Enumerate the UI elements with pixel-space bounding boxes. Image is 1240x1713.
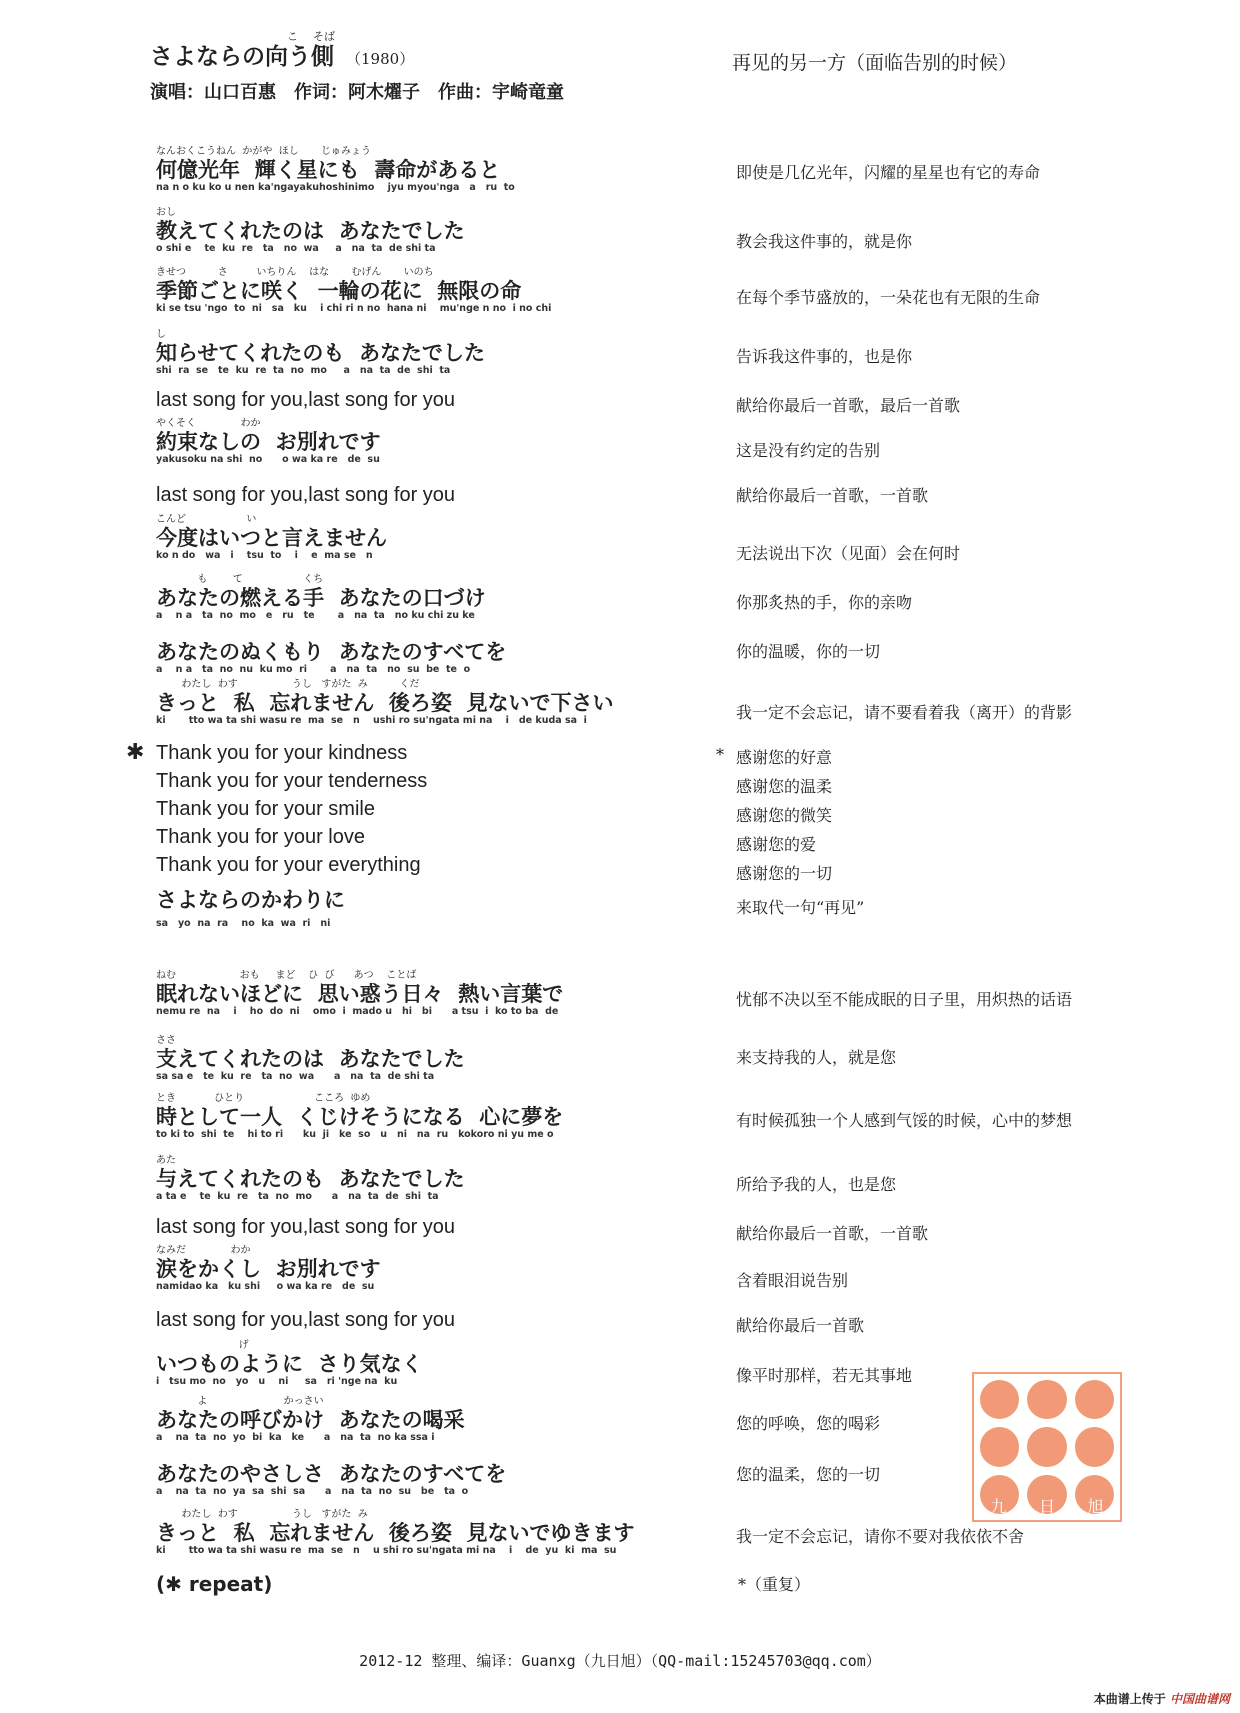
lyric-line xyxy=(156,388,716,412)
japanese-lyric: 何億光年 輝く星にも 壽命があると xyxy=(156,158,501,182)
seal-label xyxy=(974,1494,1120,1517)
author-seal xyxy=(972,1372,1122,1522)
lyric-line xyxy=(156,888,716,929)
lyric-line xyxy=(156,146,716,193)
japanese-lyric: 支えてくれたのは あなたでした xyxy=(156,1047,465,1071)
english-lyric: Thank you for your smile xyxy=(156,798,375,820)
furigana: わたし わす うし すがた み くだ xyxy=(156,679,420,690)
ruby-soba: そば xyxy=(313,30,335,43)
seal-char: 九 xyxy=(990,1497,1007,1516)
chorus-line xyxy=(156,741,716,765)
lyric-line xyxy=(156,574,716,621)
lyric-line xyxy=(156,628,716,675)
seal-dot xyxy=(1027,1427,1066,1466)
chorus-line xyxy=(156,797,716,821)
japanese-lyric: 与えてくれたのも あなたでした xyxy=(156,1167,465,1191)
romaji: ki tto wa ta shi wasu re ma se n ushi ro su'ngata mi na i de kuda sa i xyxy=(156,715,587,726)
japanese-lyric: さよならのかわりに xyxy=(156,888,345,912)
furigana: し xyxy=(156,329,166,340)
english-lyric: Thank you for your kindness xyxy=(156,742,408,764)
chinese-translation: 有时候孤独一个人感到气馁的时候，心中的梦想 xyxy=(736,1111,1073,1130)
romaji: a n a ta no mo e ru te a na ta no ku chi zu ke xyxy=(156,610,475,621)
chinese-translation: 我一定不会忘记，请不要看着我（离开）的背影 xyxy=(736,703,1073,722)
seal-char: 日 xyxy=(1038,1497,1055,1516)
english-lyric: last song for you,last song for you xyxy=(156,1309,456,1331)
lyric-line xyxy=(156,1509,716,1556)
repeat-marker: (✱ repeat) xyxy=(156,1572,273,1596)
english-lyric: last song for you,last song for you xyxy=(156,484,456,506)
song-title xyxy=(150,30,415,71)
japanese-lyric: あなたのぬくもり あなたのすべてを xyxy=(156,640,507,664)
lyric-line xyxy=(156,1450,716,1497)
japanese-lyric: あなたのやさしさ あなたのすべてを xyxy=(156,1462,507,1486)
japanese-lyric: あなたの呼びかけ あなたの喝采 xyxy=(156,1408,465,1432)
furigana: なんおくこうねん かがや ほし じゅみょう xyxy=(156,146,371,157)
japanese-lyric: あなたの燃える手 あなたの口づけ xyxy=(156,586,486,610)
chinese-translation: 你的温暖，你的一切 xyxy=(736,642,881,661)
japanese-lyric: 知らせてくれたのも あなたでした xyxy=(156,341,485,365)
chorus-line xyxy=(156,825,716,849)
furigana: やくそく わか xyxy=(156,418,261,429)
seal-dot xyxy=(980,1427,1019,1466)
furigana: おし xyxy=(156,207,176,218)
romaji: a n a ta no nu ku mo ri a na ta no su be te o xyxy=(156,664,471,675)
japanese-lyric: 時として一人 くじけそうになる 心に夢を xyxy=(156,1105,564,1129)
romaji: sa yo na ra no ka wa ri ni xyxy=(156,918,331,929)
lyric-line xyxy=(156,679,716,726)
chinese-translation: 无法说出下次（见面）会在何时 xyxy=(736,544,961,563)
lyric-line xyxy=(156,483,716,507)
lyric-line xyxy=(156,267,716,314)
lyric-line xyxy=(156,970,716,1017)
upload-watermark xyxy=(1094,1690,1230,1707)
upload-label: 本曲谱上传于 xyxy=(1093,1692,1166,1706)
romaji: a ta e te ku re ta no mo a na ta de shi ta xyxy=(156,1191,439,1202)
english-lyric: Thank you for your everything xyxy=(156,854,421,876)
seal-dot xyxy=(1027,1380,1066,1419)
romaji: shi ra se te ku re ta no mo a na ta de shi ta xyxy=(156,365,451,376)
lyric-line xyxy=(156,514,716,561)
chinese-translation: 感谢您的爱 xyxy=(736,835,817,854)
seal-dot xyxy=(1075,1380,1114,1419)
furigana: ささ xyxy=(156,1035,176,1046)
chinese-translation: 感谢您的温柔 xyxy=(736,777,833,796)
lyric-line xyxy=(156,1155,716,1202)
chinese-translation: 告诉我这件事的，也是你 xyxy=(736,347,913,366)
song-year: （1980） xyxy=(346,50,415,68)
lyric-line xyxy=(156,1340,716,1387)
lyric-line xyxy=(156,1308,716,1332)
chinese-translation: 感谢您的微笑 xyxy=(736,806,833,825)
furigana: こんど い xyxy=(156,514,257,525)
romaji: ko n do wa i tsu to i e ma se n xyxy=(156,550,373,561)
seal-dot xyxy=(1075,1427,1114,1466)
chinese-translation: 像平时那样，若无其事地 xyxy=(736,1366,913,1385)
chinese-translation: 这是没有约定的告别 xyxy=(736,441,881,460)
furigana: よ かっさい xyxy=(156,1396,324,1407)
compiler-credit: 2012-12 整理、编译：Guanxg（九日旭）（QQ-mail:15245703@qq.com） xyxy=(359,1652,881,1670)
japanese-lyric: 約束なしの お別れです xyxy=(156,430,381,454)
song-credits: 演唱：山口百惠 作词：阿木燿子 作曲：宇崎竜童 xyxy=(150,82,564,103)
repeat-line xyxy=(156,1572,716,1596)
ruby-ko: こ xyxy=(287,30,298,43)
chinese-translation: 献给你最后一首歌，一首歌 xyxy=(736,486,929,505)
romaji: na n o ku ko u nen ka'ngayakuhoshinimo jyu myou'nga a ru to xyxy=(156,182,515,193)
furigana: も て くち xyxy=(156,574,324,585)
furigana: あた xyxy=(156,1155,176,1166)
chinese-translation: 教会我这件事的，就是你 xyxy=(736,232,913,251)
chorus-line xyxy=(156,769,716,793)
chinese-translation: 含着眼泪说告别 xyxy=(736,1271,849,1290)
romaji: nemu re na i ho do ni omo i mado u hi bi a tsu i ko to ba de xyxy=(156,1006,559,1017)
furigana xyxy=(156,628,716,640)
lyric-line xyxy=(156,1245,716,1292)
japanese-lyric: 季節ごとに咲く 一輪の花に 無限の命 xyxy=(156,279,522,303)
chinese-translation: 我一定不会忘记，请你不要对我依依不舍 xyxy=(736,1527,1025,1546)
romaji: ki tto wa ta shi wasu re ma se n u shi ro su'ngata mi na i de yu ki ma su xyxy=(156,1545,617,1556)
chorus-star-icon: ✱ xyxy=(126,740,145,765)
chinese-translation: 献给你最后一首歌，最后一首歌 xyxy=(736,396,961,415)
english-lyric: Thank you for your tenderness xyxy=(156,770,428,792)
lyric-line xyxy=(156,207,716,254)
site-brand-link[interactable]: 中国曲谱网 xyxy=(1169,1692,1230,1706)
chinese-translation: 在每个季节盛放的，一朵花也有无限的生命 xyxy=(736,288,1041,307)
chinese-translation: 来取代一句“再见” xyxy=(736,898,865,917)
seal-dot xyxy=(980,1380,1019,1419)
chinese-translation: 感谢您的好意 xyxy=(736,748,833,767)
japanese-lyric: きっと 私 忘れません 後ろ姿 見ないでゆきます xyxy=(156,1521,635,1545)
furigana: とき ひとり こころ ゆめ xyxy=(156,1093,371,1104)
seal-char: 旭 xyxy=(1087,1497,1104,1516)
romaji: ki se tsu 'ngo to ni sa ku i chi ri n no hana ni mu'nge n no i no chi xyxy=(156,303,552,314)
furigana: きせつ さ いちりん はな むげん いのち xyxy=(156,267,434,278)
furigana: なみだ わか xyxy=(156,1245,251,1256)
lyric-line xyxy=(156,329,716,376)
chinese-translation: 献给你最后一首歌 xyxy=(736,1316,865,1335)
romaji: o shi e te ku re ta no wa a na ta de shi ta xyxy=(156,243,436,254)
romaji: a na ta no yo bi ka ke a na ta no ka ssa i xyxy=(156,1432,435,1443)
romaji: i tsu mo no yo u ni sa ri 'nge na ku xyxy=(156,1376,398,1387)
japanese-lyric: 今度はいつと言えません xyxy=(156,526,387,550)
furigana xyxy=(156,1450,716,1462)
lyric-line xyxy=(156,1215,716,1239)
furigana: ねむ おも まど ひ び あつ ことば xyxy=(156,970,417,981)
romaji: sa sa e te ku re ta no wa a na ta de shi ta xyxy=(156,1071,435,1082)
lyric-line xyxy=(156,1396,716,1443)
chinese-translation: 忧郁不决以至不能成眠的日子里，用炽热的话语 xyxy=(736,990,1073,1009)
romaji: to ki to shi te hi to ri ku ji ke so u ni na ru kokoro ni yu me o xyxy=(156,1129,554,1140)
furigana: わたし わす うし すがた み xyxy=(156,1509,368,1520)
chorus-star-marker: * xyxy=(716,745,724,764)
chinese-translation: 来支持我的人，就是您 xyxy=(736,1048,897,1067)
chinese-translation: 感谢您的一切 xyxy=(736,864,833,883)
title-text: さよならの向う側 xyxy=(150,44,334,70)
japanese-lyric: 眠れないほどに 思い惑う日々 熱い言葉で xyxy=(156,982,564,1006)
chinese-title: 再见的另一方（面临告别的时候） xyxy=(732,52,1018,74)
english-lyric: last song for you,last song for you xyxy=(156,1216,456,1238)
english-lyric: Thank you for your love xyxy=(156,826,365,848)
lyric-line xyxy=(156,418,716,465)
repeat-translation: *（重复） xyxy=(738,1575,811,1594)
chinese-translation: 您的呼唤，您的喝彩 xyxy=(736,1414,881,1433)
chinese-translation: 献给你最后一首歌，一首歌 xyxy=(736,1224,929,1243)
chinese-translation: 所给予我的人，也是您 xyxy=(736,1175,897,1194)
english-lyric: last song for you,last song for you xyxy=(156,389,456,411)
lyric-line xyxy=(156,1035,716,1082)
chorus-line xyxy=(156,853,716,877)
chinese-translation: 您的温柔，您的一切 xyxy=(736,1465,881,1484)
japanese-lyric: 教えてくれたのは あなたでした xyxy=(156,219,465,243)
romaji: a na ta no ya sa shi sa a na ta no su be ta o xyxy=(156,1486,469,1497)
japanese-lyric: きっと 私 忘れません 後ろ姿 見ないで下さい xyxy=(156,691,614,715)
romaji: namidao ka ku shi o wa ka re de su xyxy=(156,1281,375,1292)
japanese-lyric: いつものように さり気なく xyxy=(156,1352,423,1376)
romaji: yakusoku na shi no o wa ka re de su xyxy=(156,454,380,465)
chinese-translation: 即使是几亿光年，闪耀的星星也有它的寿命 xyxy=(736,163,1041,182)
lyric-line xyxy=(156,1093,716,1140)
chinese-translation: 你那炙热的手，你的亲吻 xyxy=(736,593,913,612)
japanese-lyric: 涙をかくし お別れです xyxy=(156,1257,381,1281)
furigana: げ xyxy=(156,1340,249,1351)
